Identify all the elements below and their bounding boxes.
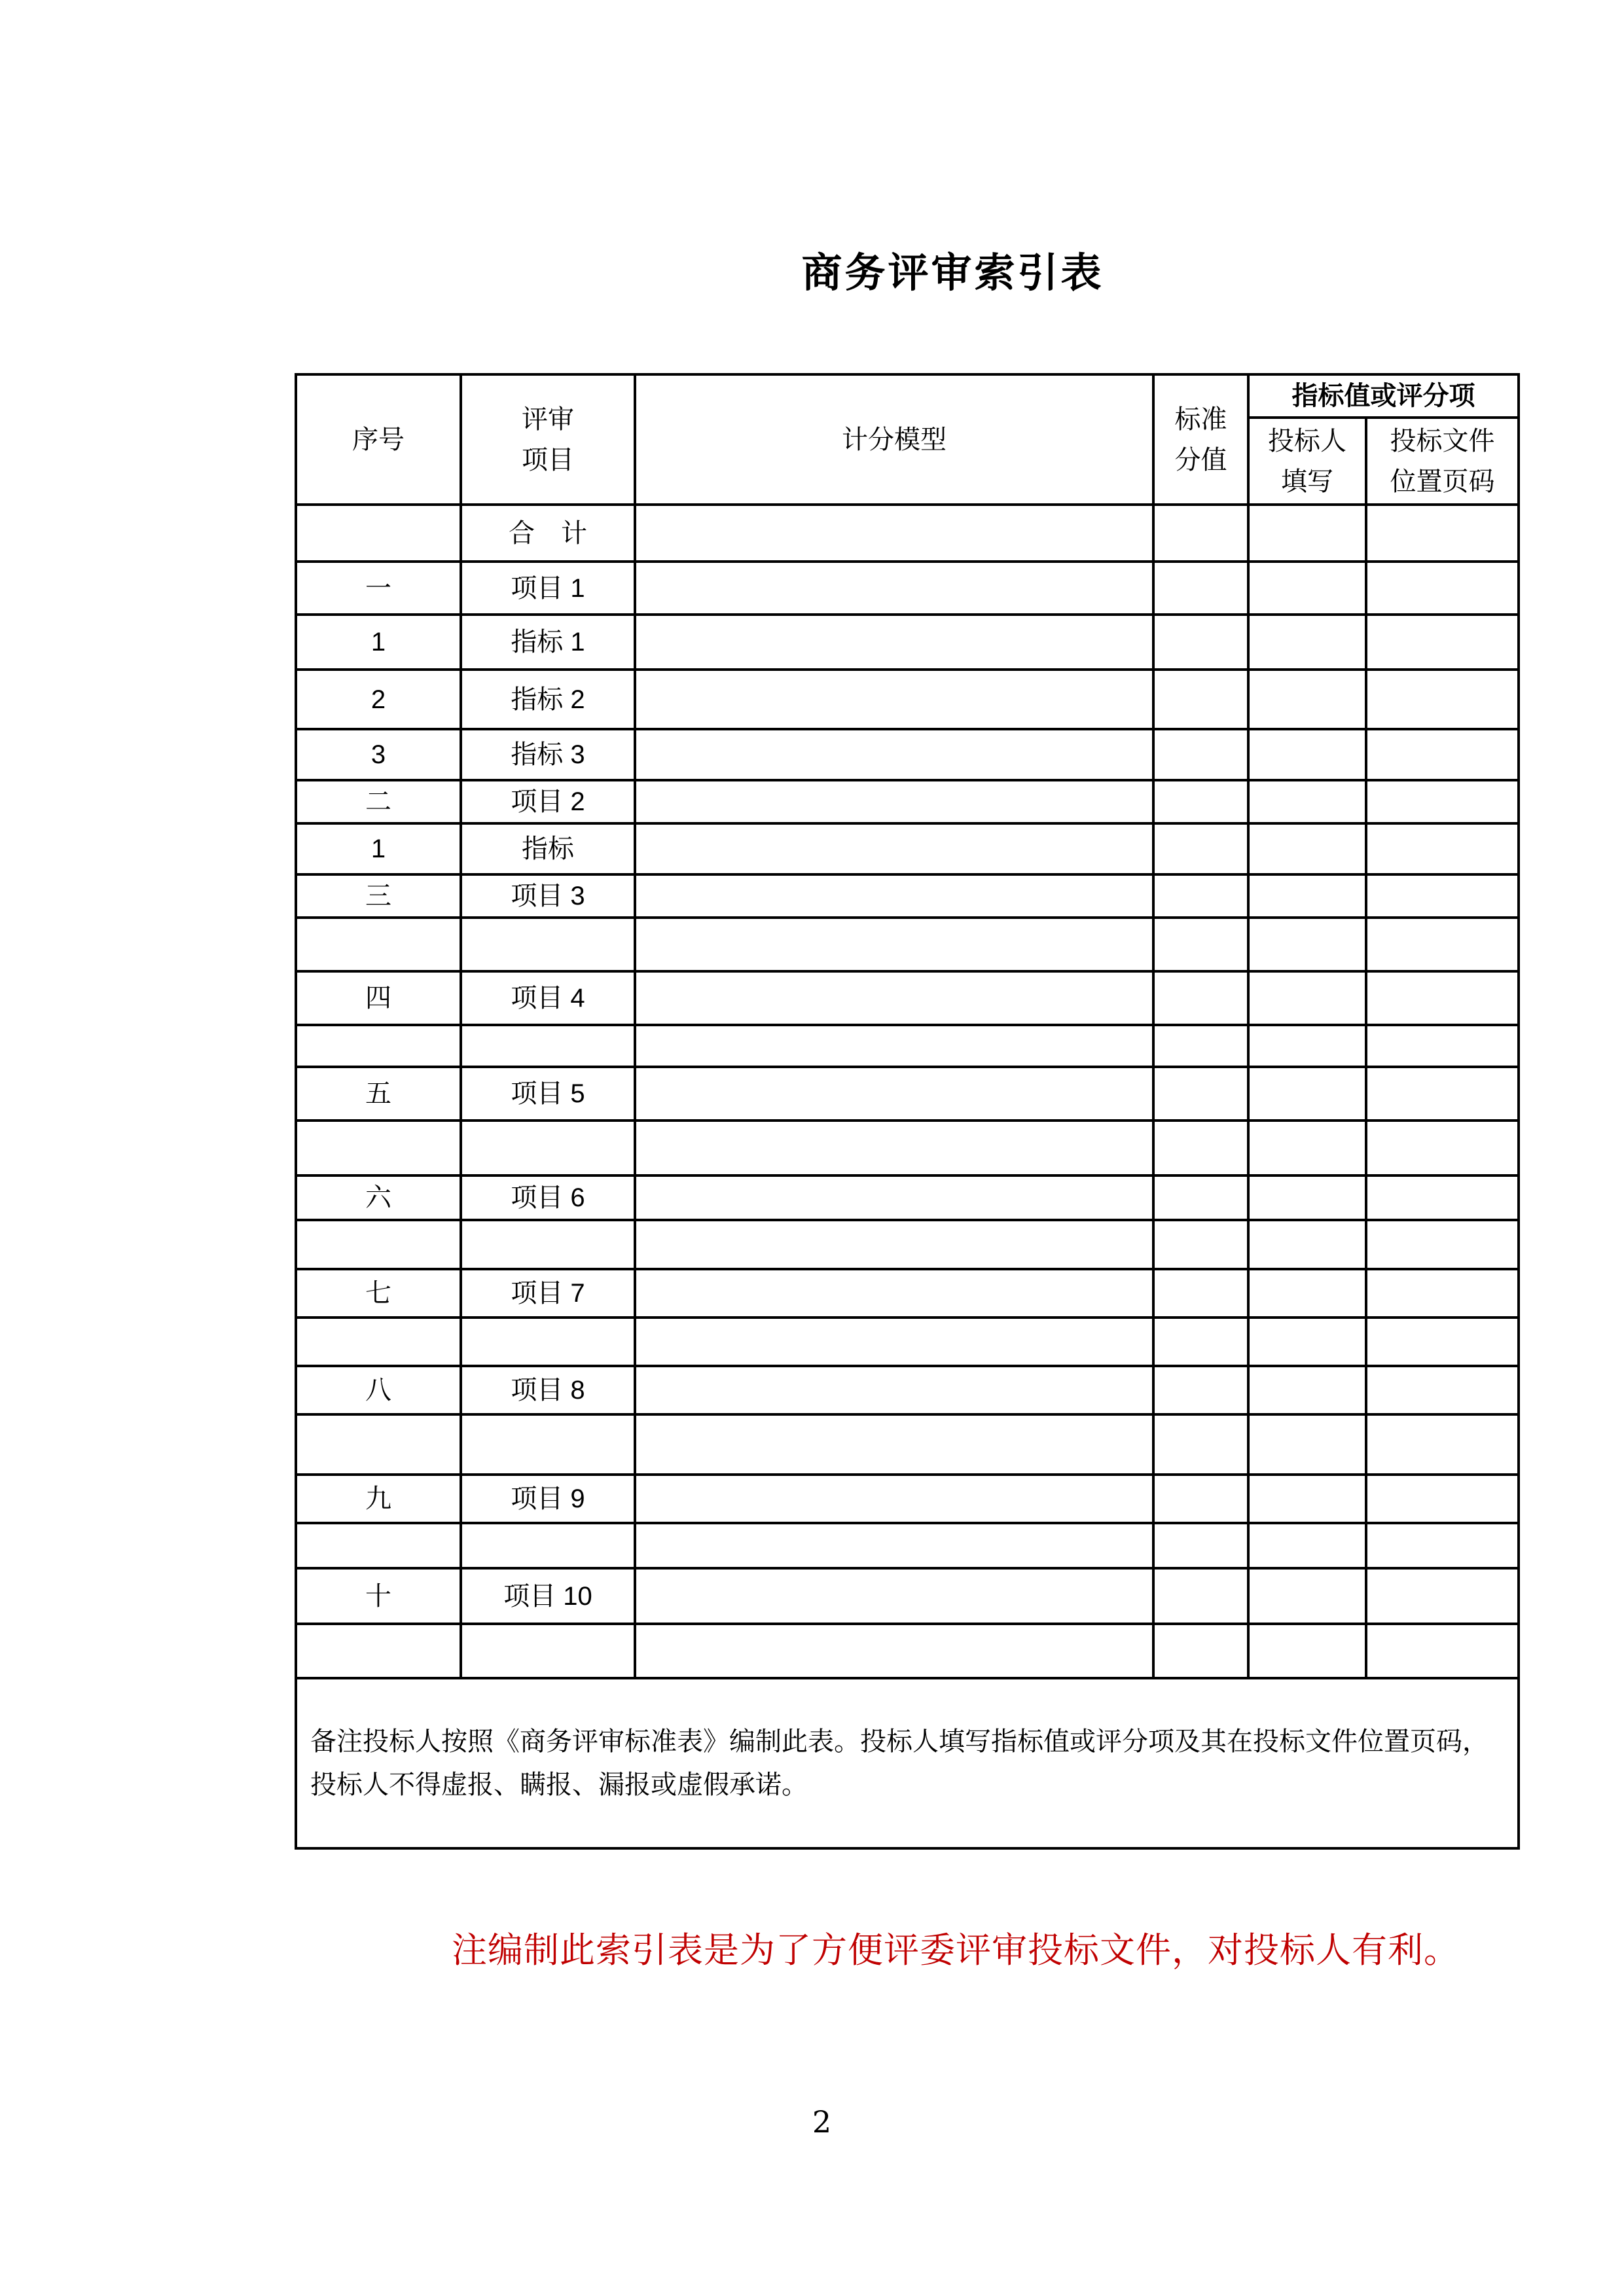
row-standard-score[interactable] xyxy=(1153,562,1248,615)
row-standard-score[interactable] xyxy=(1153,1475,1248,1523)
row-review-item: 项目 8 xyxy=(461,1366,635,1414)
row-seq: 2 xyxy=(296,670,461,729)
row-file-location[interactable] xyxy=(1366,1366,1519,1414)
header-review-item xyxy=(461,374,635,505)
page-number: 2 xyxy=(812,2104,832,2140)
red-note: 注编制此索引表是为了方便评委评审投标文件，对投标人有利。 xyxy=(452,1929,1460,1971)
row-review-item xyxy=(461,1121,635,1175)
row-review-item: 指标 2 xyxy=(461,670,635,729)
row-file-location[interactable] xyxy=(1366,918,1519,971)
row-standard-score[interactable] xyxy=(1153,918,1248,971)
row-bidder-fill[interactable] xyxy=(1248,823,1366,874)
row-scoring-model[interactable] xyxy=(635,729,1153,780)
row-standard-score[interactable] xyxy=(1153,670,1248,729)
row-review-item: 指标 3 xyxy=(461,729,635,780)
row-scoring-model[interactable] xyxy=(635,1414,1153,1475)
row-file-location[interactable] xyxy=(1366,729,1519,780)
row-review-item xyxy=(461,1220,635,1269)
total-model-cell[interactable] xyxy=(635,505,1153,562)
row-scoring-model[interactable] xyxy=(635,1025,1153,1067)
header-indicator-group: 指标值或评分项 xyxy=(1248,374,1519,418)
row-seq xyxy=(296,1025,461,1067)
row-standard-score[interactable] xyxy=(1153,874,1248,918)
row-bidder-fill[interactable] xyxy=(1248,670,1366,729)
row-review-item xyxy=(461,918,635,971)
header-file-location-line2: 位置页码 xyxy=(1390,466,1495,497)
row-file-location[interactable] xyxy=(1366,971,1519,1025)
header-file-location xyxy=(1366,418,1519,505)
remark-text: 备注投标人按照《商务评审标准表》编制此表。投标人填写指标值或评分项及其在投标文件位置页码，投标人不得虚报、瞒报、漏报或虚假承诺。 xyxy=(296,1678,1519,1848)
row-seq: 一 xyxy=(296,562,461,615)
table-row xyxy=(296,1568,1519,1624)
row-seq: 九 xyxy=(296,1475,461,1523)
row-standard-score[interactable] xyxy=(1153,780,1248,823)
row-file-location[interactable] xyxy=(1366,1414,1519,1475)
row-scoring-model[interactable] xyxy=(635,918,1153,971)
row-review-item: 项目 4 xyxy=(461,971,635,1025)
row-seq: 八 xyxy=(296,1366,461,1414)
row-standard-score[interactable] xyxy=(1153,1025,1248,1067)
row-file-location[interactable] xyxy=(1366,1624,1519,1678)
table-row xyxy=(296,874,1519,918)
row-review-item: 项目 3 xyxy=(461,874,635,918)
row-scoring-model[interactable] xyxy=(635,780,1153,823)
row-seq: 四 xyxy=(296,971,461,1025)
row-standard-score[interactable] xyxy=(1153,823,1248,874)
row-seq xyxy=(296,1318,461,1366)
row-review-item xyxy=(461,1523,635,1568)
table-row xyxy=(296,918,1519,971)
header-bidder-fill-line2: 填写 xyxy=(1281,466,1333,497)
table-row xyxy=(296,729,1519,780)
header-bidder-fill-line1: 投标人 xyxy=(1268,425,1346,456)
row-seq: 3 xyxy=(296,729,461,780)
row-file-location[interactable] xyxy=(1366,874,1519,918)
row-scoring-model[interactable] xyxy=(635,1624,1153,1678)
header-review-item-line2: 项目 xyxy=(522,444,574,475)
row-seq: 七 xyxy=(296,1269,461,1318)
table-row xyxy=(296,780,1519,823)
row-scoring-model[interactable] xyxy=(635,1220,1153,1269)
row-standard-score[interactable] xyxy=(1153,1318,1248,1366)
row-scoring-model[interactable] xyxy=(635,562,1153,615)
row-file-location[interactable] xyxy=(1366,1269,1519,1318)
table-row xyxy=(296,1523,1519,1568)
header-standard-score-line1: 标准 xyxy=(1174,404,1227,435)
total-seq-cell[interactable] xyxy=(296,505,461,562)
table-row xyxy=(296,615,1519,670)
row-review-item: 项目 10 xyxy=(461,1568,635,1624)
table-row xyxy=(296,1318,1519,1366)
row-bidder-fill[interactable] xyxy=(1248,918,1366,971)
business-review-index-table xyxy=(295,373,1520,1850)
row-file-location[interactable] xyxy=(1366,562,1519,615)
table-row xyxy=(296,1067,1519,1121)
total-score-cell[interactable] xyxy=(1153,505,1248,562)
row-scoring-model[interactable] xyxy=(635,1366,1153,1414)
row-review-item: 指标 xyxy=(461,823,635,874)
row-bidder-fill[interactable] xyxy=(1248,1220,1366,1269)
row-review-item: 项目 9 xyxy=(461,1475,635,1523)
row-seq xyxy=(296,1523,461,1568)
row-bidder-fill[interactable] xyxy=(1248,1568,1366,1624)
row-bidder-fill[interactable] xyxy=(1248,1318,1366,1366)
row-standard-score[interactable] xyxy=(1153,971,1248,1025)
row-bidder-fill[interactable] xyxy=(1248,562,1366,615)
row-bidder-fill[interactable] xyxy=(1248,1067,1366,1121)
row-standard-score[interactable] xyxy=(1153,615,1248,670)
row-review-item xyxy=(461,1414,635,1475)
table-row xyxy=(296,971,1519,1025)
row-bidder-fill[interactable] xyxy=(1248,971,1366,1025)
row-review-item: 项目 5 xyxy=(461,1067,635,1121)
row-scoring-model[interactable] xyxy=(635,1318,1153,1366)
row-seq: 1 xyxy=(296,615,461,670)
row-review-item xyxy=(461,1025,635,1067)
row-file-location[interactable] xyxy=(1366,1220,1519,1269)
row-review-item: 项目 7 xyxy=(461,1269,635,1318)
header-file-location-line1: 投标文件 xyxy=(1390,425,1495,456)
row-file-location[interactable] xyxy=(1366,1475,1519,1523)
row-standard-score[interactable] xyxy=(1153,1624,1248,1678)
row-bidder-fill[interactable] xyxy=(1248,1366,1366,1414)
row-bidder-fill[interactable] xyxy=(1248,780,1366,823)
row-scoring-model[interactable] xyxy=(635,1523,1153,1568)
row-seq: 五 xyxy=(296,1067,461,1121)
header-scoring-model: 计分模型 xyxy=(635,374,1153,505)
row-file-location[interactable] xyxy=(1366,670,1519,729)
row-file-location[interactable] xyxy=(1366,1067,1519,1121)
row-bidder-fill[interactable] xyxy=(1248,1269,1366,1318)
total-row xyxy=(296,505,1519,562)
row-bidder-fill[interactable] xyxy=(1248,874,1366,918)
row-bidder-fill[interactable] xyxy=(1248,1121,1366,1175)
table-row xyxy=(296,1475,1519,1523)
row-review-item: 指标 1 xyxy=(461,615,635,670)
row-seq: 三 xyxy=(296,874,461,918)
header-standard-score-line2: 分值 xyxy=(1174,444,1227,475)
row-seq: 1 xyxy=(296,823,461,874)
row-scoring-model[interactable] xyxy=(635,1269,1153,1318)
table-row xyxy=(296,1414,1519,1475)
header-review-item-line1: 评审 xyxy=(522,404,574,435)
row-standard-score[interactable] xyxy=(1153,1121,1248,1175)
row-scoring-model[interactable] xyxy=(635,1568,1153,1624)
row-standard-score[interactable] xyxy=(1153,1269,1248,1318)
row-seq: 二 xyxy=(296,780,461,823)
row-standard-score[interactable] xyxy=(1153,1568,1248,1624)
row-bidder-fill[interactable] xyxy=(1248,1414,1366,1475)
row-review-item: 项目 2 xyxy=(461,780,635,823)
row-standard-score[interactable] xyxy=(1153,1366,1248,1414)
row-file-location[interactable] xyxy=(1366,780,1519,823)
remark-row xyxy=(296,1678,1519,1848)
row-scoring-model[interactable] xyxy=(635,1475,1153,1523)
row-file-location[interactable] xyxy=(1366,1025,1519,1067)
row-scoring-model[interactable] xyxy=(635,1067,1153,1121)
table-row xyxy=(296,670,1519,729)
row-scoring-model[interactable] xyxy=(635,1175,1153,1220)
row-standard-score[interactable] xyxy=(1153,1175,1248,1220)
row-file-location[interactable] xyxy=(1366,1318,1519,1366)
table-row xyxy=(296,562,1519,615)
header-bidder-fill xyxy=(1248,418,1366,505)
row-scoring-model[interactable] xyxy=(635,874,1153,918)
row-review-item xyxy=(461,1318,635,1366)
table-row xyxy=(296,1269,1519,1318)
row-seq xyxy=(296,1121,461,1175)
row-file-location[interactable] xyxy=(1366,1175,1519,1220)
total-location-cell[interactable] xyxy=(1366,505,1519,562)
table-row xyxy=(296,1175,1519,1220)
table-row xyxy=(296,1121,1519,1175)
header-standard-score xyxy=(1153,374,1248,505)
page-title: 商务评审索引表 xyxy=(801,249,1104,296)
header-seq: 序号 xyxy=(296,374,461,505)
row-seq: 六 xyxy=(296,1175,461,1220)
row-bidder-fill[interactable] xyxy=(1248,1175,1366,1220)
row-standard-score[interactable] xyxy=(1153,729,1248,780)
row-file-location[interactable] xyxy=(1366,1568,1519,1624)
row-seq xyxy=(296,918,461,971)
row-scoring-model[interactable] xyxy=(635,615,1153,670)
row-scoring-model[interactable] xyxy=(635,1121,1153,1175)
row-review-item: 项目 1 xyxy=(461,562,635,615)
table-row xyxy=(296,1220,1519,1269)
row-seq xyxy=(296,1414,461,1475)
row-scoring-model[interactable] xyxy=(635,823,1153,874)
table-row xyxy=(296,1624,1519,1678)
table-row xyxy=(296,1366,1519,1414)
row-file-location[interactable] xyxy=(1366,615,1519,670)
row-scoring-model[interactable] xyxy=(635,971,1153,1025)
row-standard-score[interactable] xyxy=(1153,1523,1248,1568)
row-file-location[interactable] xyxy=(1366,823,1519,874)
row-file-location[interactable] xyxy=(1366,1523,1519,1568)
row-seq xyxy=(296,1220,461,1269)
row-bidder-fill[interactable] xyxy=(1248,1624,1366,1678)
total-label: 合 计 xyxy=(461,505,635,562)
row-bidder-fill[interactable] xyxy=(1248,1025,1366,1067)
table-row xyxy=(296,823,1519,874)
total-bidder-cell[interactable] xyxy=(1248,505,1366,562)
row-review-item: 项目 6 xyxy=(461,1175,635,1220)
row-seq xyxy=(296,1624,461,1678)
row-seq: 十 xyxy=(296,1568,461,1624)
row-bidder-fill[interactable] xyxy=(1248,615,1366,670)
row-scoring-model[interactable] xyxy=(635,670,1153,729)
row-file-location[interactable] xyxy=(1366,1121,1519,1175)
row-standard-score[interactable] xyxy=(1153,1220,1248,1269)
table-row xyxy=(296,1025,1519,1067)
row-standard-score[interactable] xyxy=(1153,1067,1248,1121)
row-bidder-fill[interactable] xyxy=(1248,729,1366,780)
row-bidder-fill[interactable] xyxy=(1248,1523,1366,1568)
row-bidder-fill[interactable] xyxy=(1248,1475,1366,1523)
row-standard-score[interactable] xyxy=(1153,1414,1248,1475)
row-review-item xyxy=(461,1624,635,1678)
